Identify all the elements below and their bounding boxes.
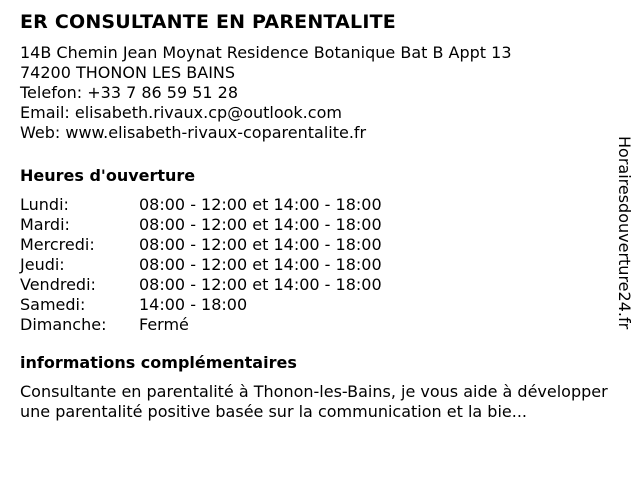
time-value: 08:00 - 12:00 et 14:00 - 18:00 <box>139 255 382 274</box>
email: Email: elisabeth.rivaux.cp@outlook.com <box>20 103 342 122</box>
day-label: Dimanche: <box>20 315 107 334</box>
hours-table <box>20 195 610 335</box>
hours-row <box>20 195 610 215</box>
hours-row <box>20 255 610 275</box>
time-value: Fermé <box>139 315 189 334</box>
time-value: 08:00 - 12:00 et 14:00 - 18:00 <box>139 235 382 254</box>
hours-row <box>20 295 610 315</box>
watermark-text: Horairesdouverture24.fr <box>615 136 634 330</box>
time-value: 08:00 - 12:00 et 14:00 - 18:00 <box>139 275 382 294</box>
time-value: 08:00 - 12:00 et 14:00 - 18:00 <box>139 195 382 214</box>
hours-row <box>20 315 610 335</box>
phone: Telefon: +33 7 86 59 51 28 <box>20 83 239 102</box>
hours-row <box>20 275 610 295</box>
website: Web: www.elisabeth-rivaux-coparentalite.fr <box>20 123 367 142</box>
hours-row <box>20 235 610 255</box>
day-label: Jeudi: <box>20 255 65 274</box>
address-line-1: 14B Chemin Jean Moynat Residence Botanique Bat B Appt 13 <box>20 43 512 62</box>
day-label: Mercredi: <box>20 235 95 254</box>
hours-title: Heures d'ouverture <box>20 166 196 185</box>
day-label: Lundi: <box>20 195 69 214</box>
time-value: 14:00 - 18:00 <box>139 295 248 314</box>
time-value: 08:00 - 12:00 et 14:00 - 18:00 <box>139 215 382 234</box>
contact-block <box>20 43 610 143</box>
business-card <box>20 10 610 422</box>
day-label: Samedi: <box>20 295 86 314</box>
info-title: informations complémentaires <box>20 353 297 372</box>
day-label: Vendredi: <box>20 275 96 294</box>
day-label: Mardi: <box>20 215 70 234</box>
hours-row <box>20 215 610 235</box>
address-line-2: 74200 THONON LES BAINS <box>20 63 236 82</box>
info-text: Consultante en parentalité à Thonon-les-Bains, je vous aide à développer une parentalité positive basée sur la communication et la bie... <box>20 382 608 421</box>
business-name: ER CONSULTANTE EN PARENTALITE <box>20 11 396 33</box>
